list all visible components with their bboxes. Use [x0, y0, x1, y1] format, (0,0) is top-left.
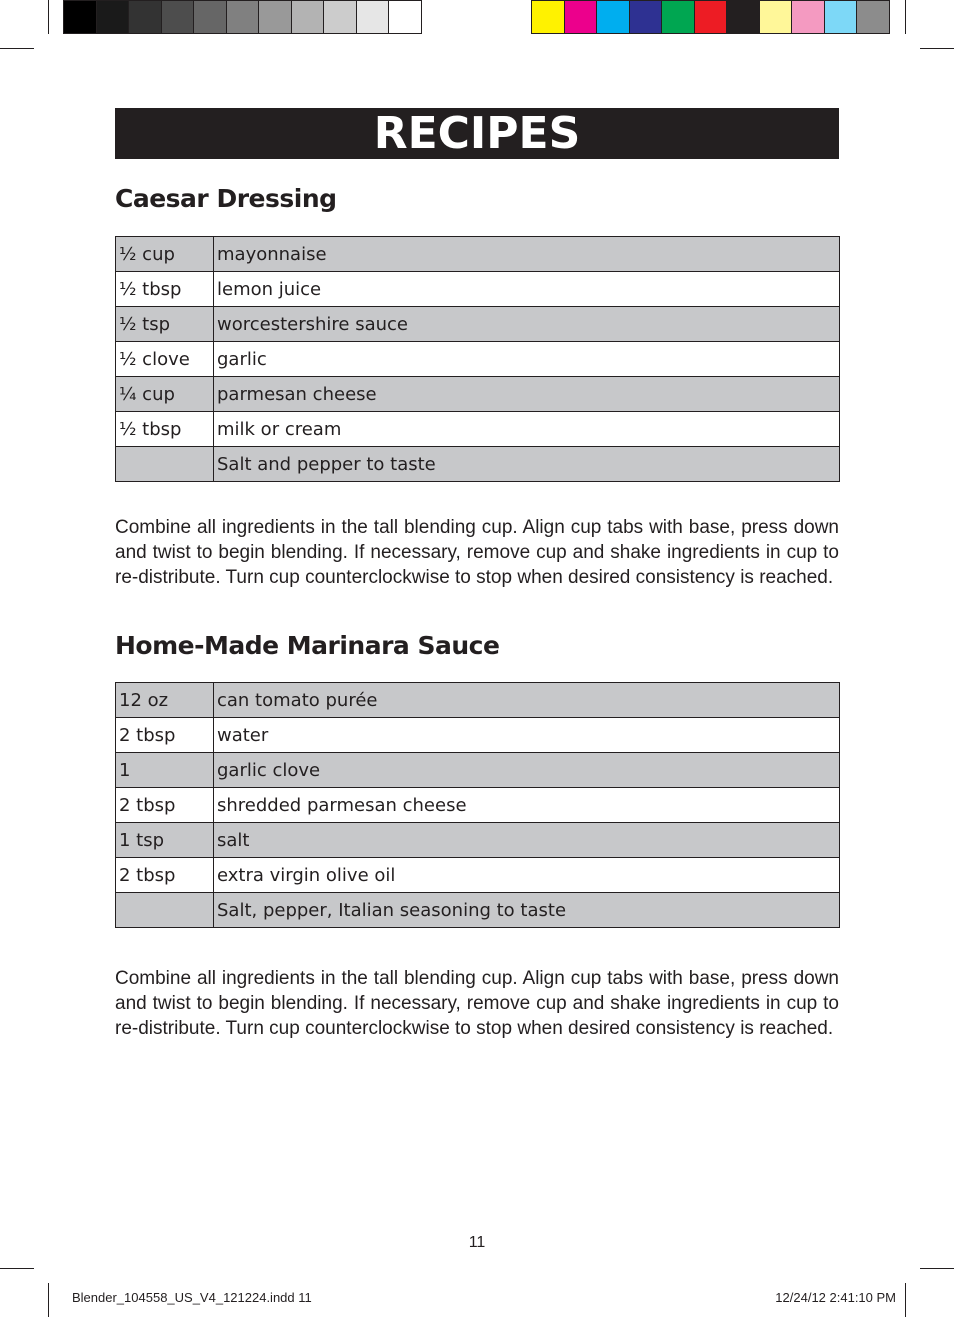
process-color-bar — [531, 0, 890, 34]
table-row — [116, 447, 840, 482]
table-row — [116, 893, 840, 928]
ingredient-quantity: ½ tbsp — [116, 272, 214, 307]
ingredient-quantity: 2 tbsp — [116, 858, 214, 893]
color-swatch — [695, 1, 728, 33]
gray-swatch — [129, 1, 162, 33]
ingredient-quantity: 1 tsp — [116, 823, 214, 858]
ingredient-name: salt — [214, 823, 840, 858]
color-swatch — [597, 1, 630, 33]
recipe-instructions-marinara-sauce: Combine all ingredients in the tall blending cup. Align cup tabs with base, press down and twist to begin blending. If necessary, remove cup and shake ingredients in cup to re-distribute. Turn cup counterclockwise to stop when desired consistency is reached. — [115, 968, 839, 1039]
timestamp-slug: 12/24/12 2:41:10 PM — [775, 1290, 896, 1305]
color-swatch — [630, 1, 663, 33]
crop-mark — [920, 48, 954, 49]
crop-mark — [0, 48, 34, 49]
ingredient-quantity: ½ clove — [116, 342, 214, 377]
ingredient-quantity: ½ tsp — [116, 307, 214, 342]
crop-mark — [48, 1283, 49, 1317]
color-swatch — [825, 1, 858, 33]
ingredients-table-caesar-dressing — [115, 236, 840, 482]
crop-mark — [905, 0, 906, 34]
recipe-title-caesar-dressing: Caesar Dressing — [115, 184, 337, 213]
page-title-banner — [115, 108, 839, 159]
gray-swatch — [357, 1, 390, 33]
color-swatch — [532, 1, 565, 33]
ingredient-name: extra virgin olive oil — [214, 858, 840, 893]
color-swatch — [565, 1, 598, 33]
recipe-title-marinara-sauce: Home-Made Marinara Sauce — [115, 631, 500, 660]
table-row — [116, 377, 840, 412]
ingredient-name: shredded parmesan cheese — [214, 788, 840, 823]
gray-swatch — [162, 1, 195, 33]
ingredient-quantity: 12 oz — [116, 683, 214, 718]
ingredient-quantity — [116, 893, 214, 928]
ingredient-quantity: ¼ cup — [116, 377, 214, 412]
crop-mark — [920, 1268, 954, 1269]
table-row — [116, 683, 840, 718]
table-row — [116, 307, 840, 342]
table-row — [116, 718, 840, 753]
ingredient-name: water — [214, 718, 840, 753]
ingredient-name: mayonnaise — [214, 237, 840, 272]
ingredient-quantity: 2 tbsp — [116, 718, 214, 753]
page-number: 11 — [468, 1234, 486, 1251]
color-swatch — [662, 1, 695, 33]
color-swatch — [857, 1, 889, 33]
ingredient-name: milk or cream — [214, 412, 840, 447]
ingredient-name: Salt and pepper to taste — [214, 447, 840, 482]
ingredient-quantity: 1 — [116, 753, 214, 788]
crop-mark — [0, 1268, 34, 1269]
crop-mark — [905, 1283, 906, 1317]
file-slug: Blender_104558_US_V4_121224.indd 11 — [72, 1290, 312, 1305]
gray-swatch — [292, 1, 325, 33]
table-row — [116, 342, 840, 377]
table-row — [116, 272, 840, 307]
color-swatch — [727, 1, 760, 33]
ingredient-quantity: 2 tbsp — [116, 788, 214, 823]
color-swatch — [792, 1, 825, 33]
table-row — [116, 858, 840, 893]
gray-swatch — [227, 1, 260, 33]
gray-swatch — [64, 1, 97, 33]
gray-swatch — [259, 1, 292, 33]
ingredients-table-marinara-sauce — [115, 682, 840, 928]
recipe-instructions-caesar-dressing: Combine all ingredients in the tall blending cup. Align cup tabs with base, press down and twist to begin blending. If necessary, remove cup and shake ingredients in cup to re-distribute. Turn cup counterclockwise to stop when desired consistency is reached. — [115, 517, 839, 588]
gray-swatch — [194, 1, 227, 33]
ingredient-name: garlic clove — [214, 753, 840, 788]
ingredient-name: worcestershire sauce — [214, 307, 840, 342]
ingredient-name: garlic — [214, 342, 840, 377]
ingredient-name: lemon juice — [214, 272, 840, 307]
table-row — [116, 823, 840, 858]
gray-swatch — [324, 1, 357, 33]
grayscale-color-bar — [63, 0, 422, 34]
ingredient-name: Salt, pepper, Italian seasoning to taste — [214, 893, 840, 928]
gray-swatch — [97, 1, 130, 33]
page-title: RECIPES — [373, 108, 581, 159]
table-row — [116, 237, 840, 272]
table-row — [116, 753, 840, 788]
color-swatch — [760, 1, 793, 33]
table-row — [116, 788, 840, 823]
ingredient-quantity: ½ cup — [116, 237, 214, 272]
gray-swatch — [389, 1, 421, 33]
crop-mark — [48, 0, 49, 34]
ingredient-name: parmesan cheese — [214, 377, 840, 412]
ingredient-quantity — [116, 447, 214, 482]
table-row — [116, 412, 840, 447]
ingredient-name: can tomato purée — [214, 683, 840, 718]
ingredient-quantity: ½ tbsp — [116, 412, 214, 447]
